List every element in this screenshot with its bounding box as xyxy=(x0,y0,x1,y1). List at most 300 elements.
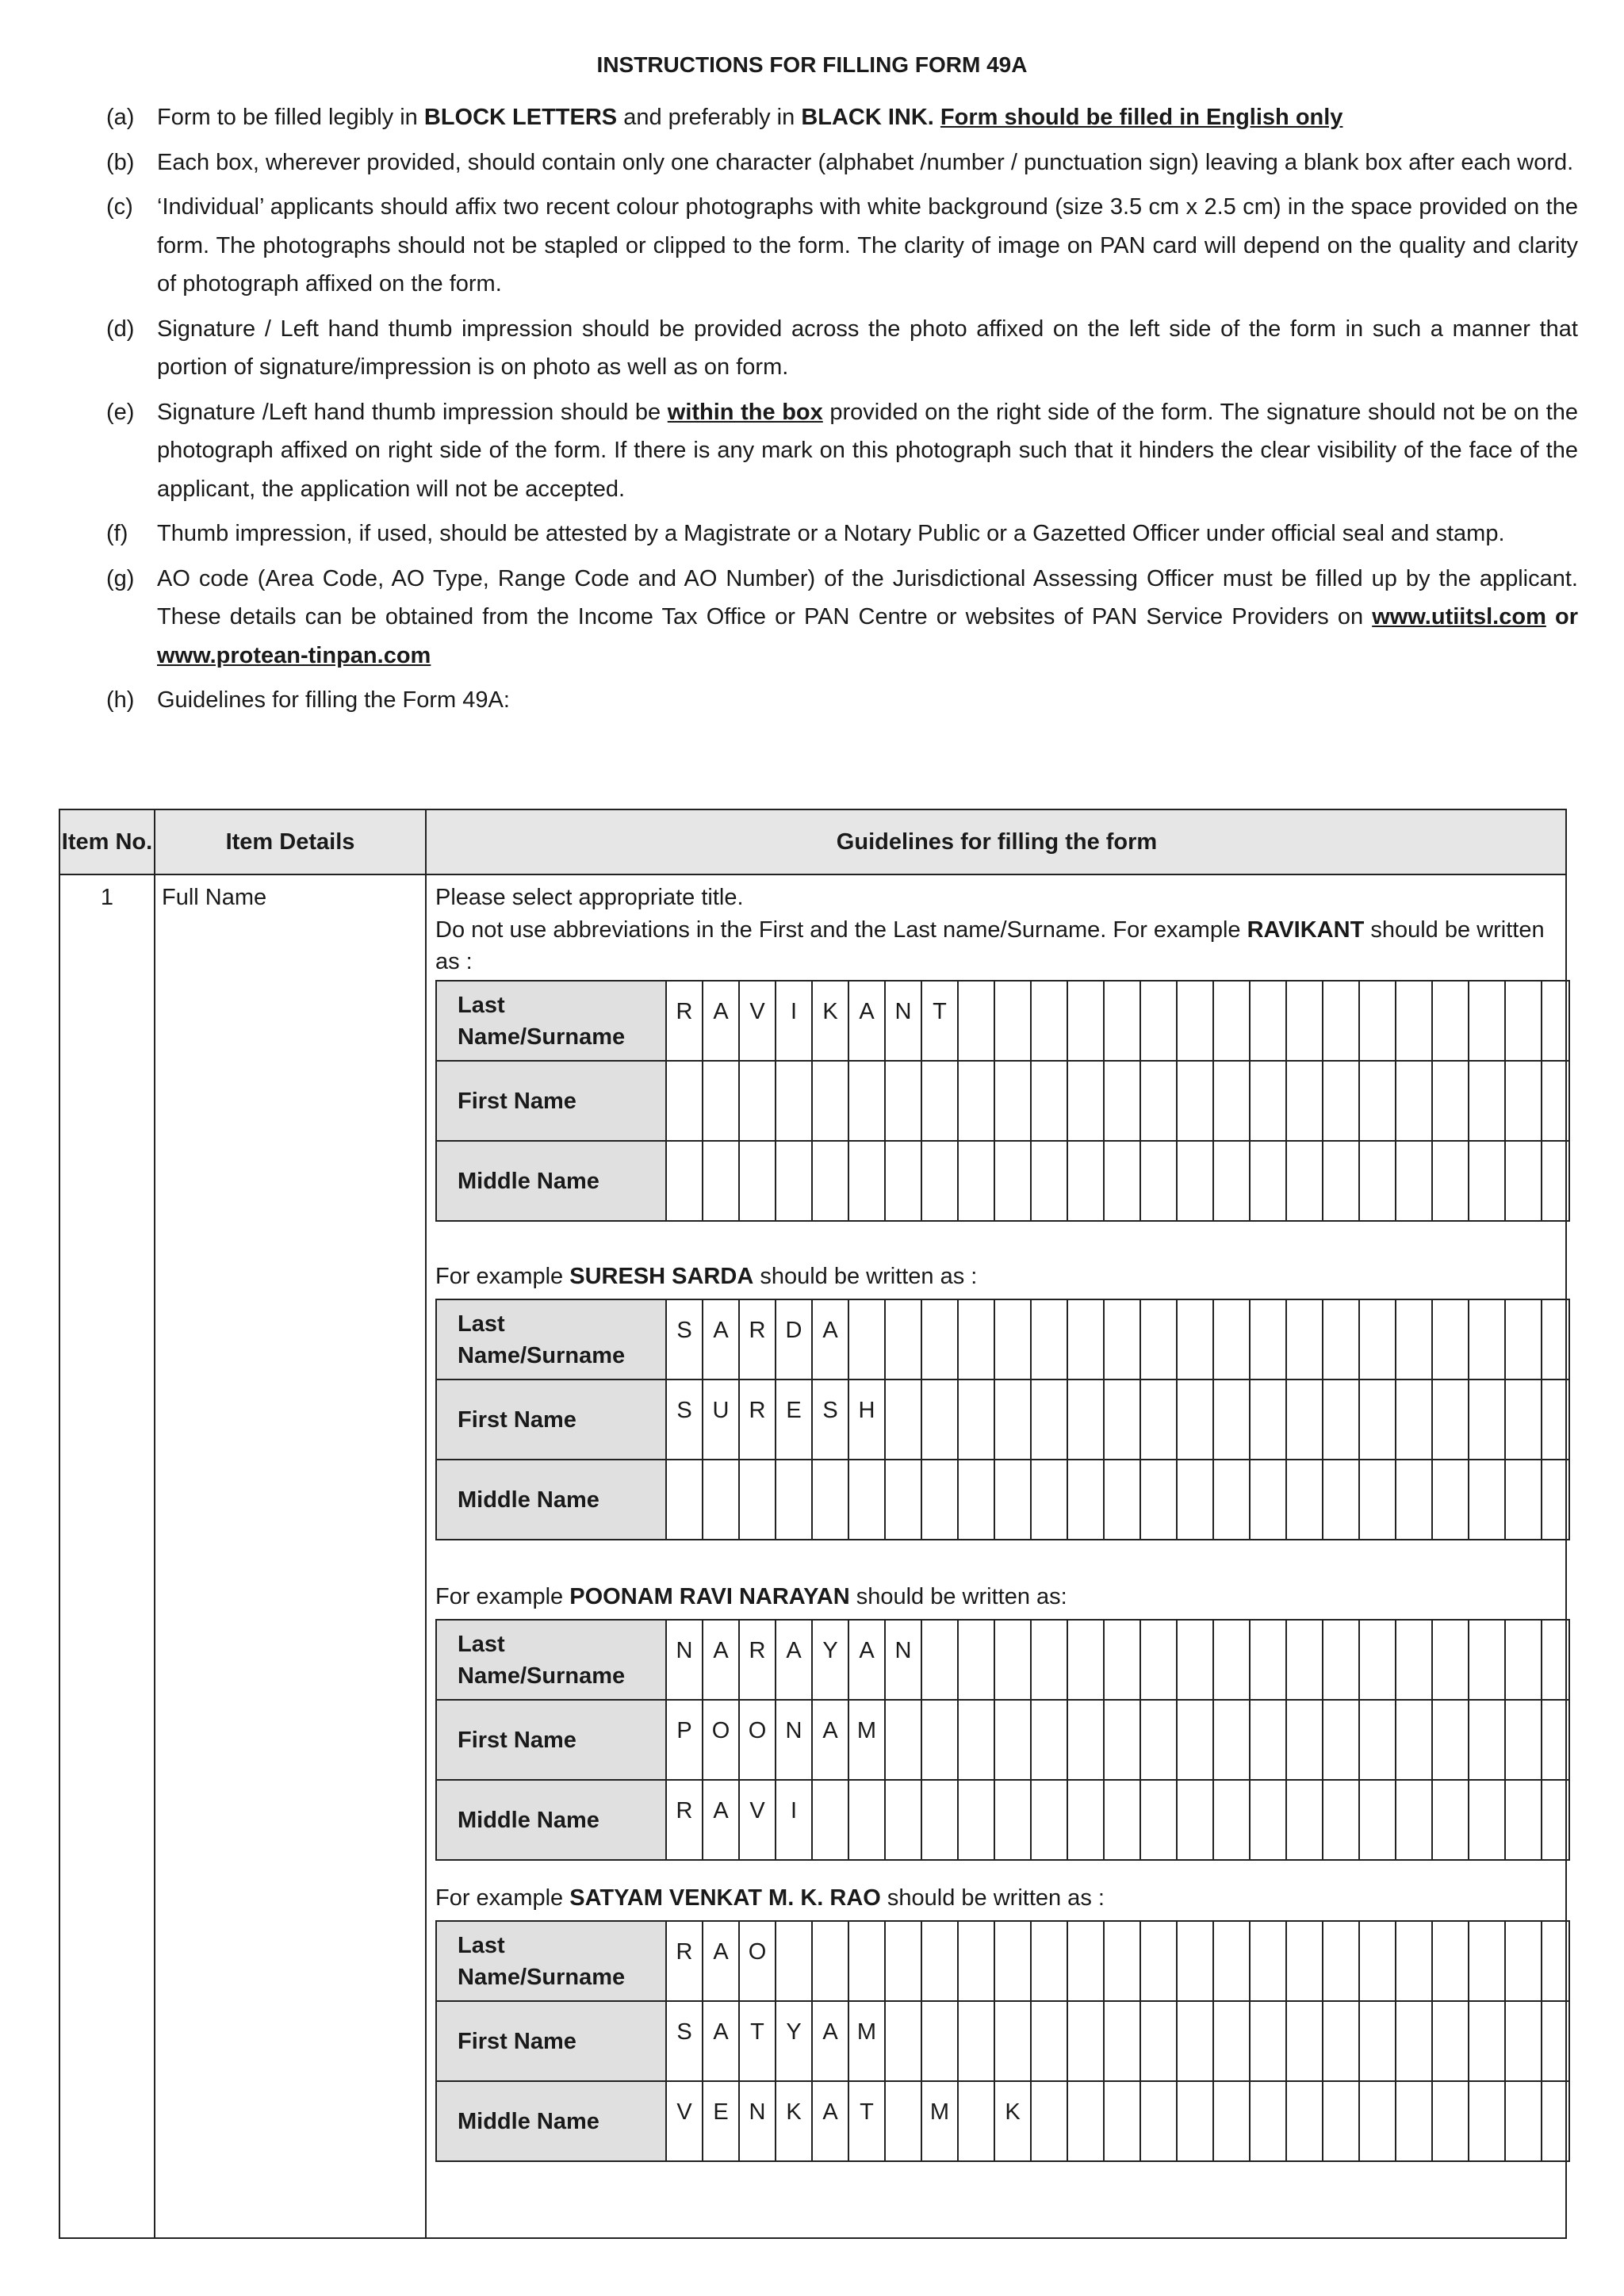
name-example-grid xyxy=(435,1920,1570,2162)
instruction-item xyxy=(106,98,1578,137)
character-box: N xyxy=(776,1701,813,1779)
character-box: O xyxy=(740,1922,776,2000)
name-row xyxy=(437,1460,1568,1539)
character-box xyxy=(1433,1460,1469,1539)
character-box: A xyxy=(813,1701,849,1779)
character-box xyxy=(959,982,995,1060)
character-box xyxy=(1506,1142,1542,1220)
character-box xyxy=(1251,1701,1287,1779)
instruction-label: (d) xyxy=(106,316,135,342)
name-row xyxy=(437,1621,1568,1701)
instruction-item xyxy=(106,560,1578,675)
character-box xyxy=(959,1142,995,1220)
character-box: T xyxy=(922,982,959,1060)
character-box: T xyxy=(849,2082,886,2160)
character-box xyxy=(1032,1460,1068,1539)
character-box xyxy=(922,1701,959,1779)
character-box xyxy=(1469,1701,1506,1779)
character-box xyxy=(1506,1300,1542,1379)
instruction-text: BLOCK LETTERS xyxy=(423,105,618,130)
character-box xyxy=(1323,1300,1360,1379)
name-row-label: Middle Name xyxy=(437,2082,667,2160)
character-box xyxy=(740,1062,776,1140)
character-box xyxy=(1506,982,1542,1060)
character-box xyxy=(1323,1781,1360,1859)
name-row-label: Last Name/Surname xyxy=(437,982,667,1060)
character-box: H xyxy=(849,1380,886,1459)
name-row-label: First Name xyxy=(437,1062,667,1140)
character-box: N xyxy=(886,1621,922,1699)
underlined-text: Form should be filled in English only xyxy=(940,105,1343,130)
character-box xyxy=(1287,1922,1323,2000)
character-box xyxy=(1433,1300,1469,1379)
character-box xyxy=(1105,1062,1141,1140)
instruction-label: (h) xyxy=(106,687,135,713)
character-box xyxy=(1105,1142,1141,1220)
character-box xyxy=(1396,1621,1433,1699)
name-row xyxy=(437,1142,1568,1220)
character-box xyxy=(1469,1922,1506,2000)
character-box xyxy=(849,1460,886,1539)
character-box xyxy=(1469,1621,1506,1699)
character-box xyxy=(1105,1460,1141,1539)
character-box xyxy=(1469,1062,1506,1140)
character-box xyxy=(886,1300,922,1379)
character-box xyxy=(1105,1781,1141,1859)
character-box xyxy=(1433,1380,1469,1459)
character-box xyxy=(1214,1062,1251,1140)
character-box xyxy=(1032,1142,1068,1220)
instruction-text: and preferably in xyxy=(617,105,802,130)
character-box xyxy=(776,1460,813,1539)
instruction-text: provided on the right side of the form. The signature should not be on the photograph affixed on right side of the form. If there is any mark on this photograph such that it hinders the clear visibility of the face of the applicant, the application will not be accepted. xyxy=(157,399,1579,502)
character-box xyxy=(1396,2082,1433,2160)
character-box xyxy=(1214,1781,1251,1859)
example-caption: For example SATYAM VENKAT M. K. RAO should be written as : xyxy=(435,1885,1105,1911)
character-box xyxy=(667,1062,703,1140)
character-box: A xyxy=(849,1621,886,1699)
instruction-label: (c) xyxy=(106,194,133,220)
character-box xyxy=(1433,2002,1469,2080)
character-box: I xyxy=(776,982,813,1060)
instruction-item xyxy=(106,393,1578,509)
name-row xyxy=(437,982,1568,1062)
character-box: N xyxy=(886,982,922,1060)
character-box xyxy=(1141,2002,1178,2080)
character-box: Y xyxy=(813,1621,849,1699)
character-box xyxy=(995,1300,1032,1379)
column-divider xyxy=(425,810,427,2237)
instruction-text: Guidelines for filling the Form 49A: xyxy=(157,687,510,713)
character-box xyxy=(1214,1922,1251,2000)
character-box: R xyxy=(740,1380,776,1459)
character-box xyxy=(922,1460,959,1539)
character-box xyxy=(1287,2002,1323,2080)
character-box xyxy=(1433,982,1469,1060)
character-box xyxy=(995,2002,1032,2080)
character-box xyxy=(1141,1621,1178,1699)
character-box xyxy=(1214,1460,1251,1539)
character-box xyxy=(886,1701,922,1779)
character-box xyxy=(995,1460,1032,1539)
instruction-label: (e) xyxy=(106,399,135,425)
name-row xyxy=(437,1701,1568,1781)
character-box xyxy=(922,1621,959,1699)
header-guidelines: Guidelines for filling the form xyxy=(836,829,1158,855)
character-box xyxy=(1105,1701,1141,1779)
character-box xyxy=(1251,1460,1287,1539)
character-box: A xyxy=(703,1621,740,1699)
character-box: S xyxy=(667,1380,703,1459)
character-box xyxy=(1141,2082,1178,2160)
character-box xyxy=(1360,982,1396,1060)
character-box xyxy=(959,1781,995,1859)
character-box xyxy=(1396,1701,1433,1779)
character-box: A xyxy=(813,2002,849,2080)
character-box xyxy=(1287,1142,1323,1220)
character-box xyxy=(959,2002,995,2080)
character-box xyxy=(1141,1922,1178,2000)
instruction-text: Form to be filled legibly in xyxy=(157,105,424,130)
character-box xyxy=(1141,982,1178,1060)
character-box: R xyxy=(667,982,703,1060)
character-box: V xyxy=(740,1781,776,1859)
character-box xyxy=(1068,1922,1105,2000)
character-box xyxy=(1141,1142,1178,1220)
character-box xyxy=(1032,1922,1068,2000)
character-box: V xyxy=(667,2082,703,2160)
character-box xyxy=(1141,1781,1178,1859)
character-box xyxy=(1068,1062,1105,1140)
character-box xyxy=(922,1300,959,1379)
character-box xyxy=(813,1460,849,1539)
character-box xyxy=(1433,1621,1469,1699)
character-box: A xyxy=(703,982,740,1060)
character-box xyxy=(1105,982,1141,1060)
name-row xyxy=(437,1922,1568,2002)
character-box xyxy=(1214,982,1251,1060)
character-box xyxy=(1214,2082,1251,2160)
character-box xyxy=(1360,1380,1396,1459)
character-box xyxy=(1032,1380,1068,1459)
instruction-text: Thumb impression, if used, should be attested by a Magistrate or a Notary Public or a Gazetted Officer under official seal and stamp. xyxy=(157,521,1505,546)
character-box xyxy=(1178,1300,1214,1379)
character-box xyxy=(886,1460,922,1539)
character-box xyxy=(813,1062,849,1140)
character-box xyxy=(1178,1142,1214,1220)
character-box xyxy=(959,1380,995,1459)
character-box: E xyxy=(776,1380,813,1459)
character-box xyxy=(886,1380,922,1459)
character-box xyxy=(959,1922,995,2000)
character-box xyxy=(1105,1922,1141,2000)
character-box xyxy=(1506,1460,1542,1539)
name-row xyxy=(437,2002,1568,2082)
item-details: Full Name xyxy=(162,885,267,910)
character-box xyxy=(995,1781,1032,1859)
character-box xyxy=(1506,1380,1542,1459)
character-box xyxy=(1251,1062,1287,1140)
instruction-text: Signature / Left hand thumb impression should be provided across the photo affixed on the left side of the form in such a manner that portion of signature/impression is on photo as well as on form. xyxy=(157,316,1578,380)
character-box xyxy=(1287,1701,1323,1779)
instruction-item xyxy=(106,515,1578,553)
character-box xyxy=(1433,1142,1469,1220)
character-box xyxy=(1323,1922,1360,2000)
character-box: E xyxy=(703,2082,740,2160)
character-box xyxy=(1469,1300,1506,1379)
character-box xyxy=(1032,2082,1068,2160)
character-box xyxy=(1251,1300,1287,1379)
character-box: A xyxy=(849,982,886,1060)
guideline-title-note: Please select appropriate title. xyxy=(435,885,744,910)
character-box xyxy=(1360,1062,1396,1140)
character-box xyxy=(1469,1380,1506,1459)
character-box xyxy=(1287,982,1323,1060)
character-box xyxy=(1433,2082,1469,2160)
character-box xyxy=(1251,1621,1287,1699)
character-box xyxy=(1032,1781,1068,1859)
character-box xyxy=(1360,1142,1396,1220)
item-number: 1 xyxy=(100,885,114,910)
name-row-label: First Name xyxy=(437,1701,667,1779)
name-row-label: First Name xyxy=(437,1380,667,1459)
character-box xyxy=(1542,1922,1579,2000)
character-box xyxy=(1251,1380,1287,1459)
name-row-label: Last Name/Surname xyxy=(437,1922,667,2000)
character-box: R xyxy=(667,1781,703,1859)
character-box xyxy=(667,1142,703,1220)
character-box: O xyxy=(703,1701,740,1779)
character-box: K xyxy=(995,2082,1032,2160)
character-box xyxy=(1032,1062,1068,1140)
character-box xyxy=(1323,982,1360,1060)
character-box xyxy=(1251,1781,1287,1859)
character-box xyxy=(959,1460,995,1539)
character-box xyxy=(1068,1621,1105,1699)
character-box xyxy=(1396,1062,1433,1140)
instruction-text: or xyxy=(1545,604,1578,629)
character-box xyxy=(995,1142,1032,1220)
character-box xyxy=(886,1142,922,1220)
character-box xyxy=(1469,2082,1506,2160)
character-box xyxy=(1360,1922,1396,2000)
character-box xyxy=(1178,982,1214,1060)
underlined-text: within the box xyxy=(667,399,823,425)
character-box xyxy=(1542,1142,1579,1220)
character-box: A xyxy=(813,2082,849,2160)
character-box xyxy=(1068,2082,1105,2160)
character-box xyxy=(1068,1380,1105,1459)
character-box xyxy=(1287,1781,1323,1859)
character-box xyxy=(1068,1781,1105,1859)
character-box: A xyxy=(703,1781,740,1859)
character-box xyxy=(849,1781,886,1859)
instructions-list xyxy=(106,98,1578,726)
character-box xyxy=(1032,1300,1068,1379)
name-row xyxy=(437,1781,1568,1859)
character-box: S xyxy=(667,1300,703,1379)
character-box xyxy=(1396,2002,1433,2080)
character-box xyxy=(1396,1142,1433,1220)
instruction-label: (g) xyxy=(106,565,135,591)
character-box xyxy=(1506,2002,1542,2080)
character-box xyxy=(1433,1062,1469,1140)
character-box: M xyxy=(849,2002,886,2080)
character-box: Y xyxy=(776,2002,813,2080)
name-row xyxy=(437,2082,1568,2160)
character-box xyxy=(1068,1701,1105,1779)
character-box xyxy=(1287,1062,1323,1140)
character-box xyxy=(1032,982,1068,1060)
character-box xyxy=(1396,1300,1433,1379)
character-box xyxy=(1433,1701,1469,1779)
character-box xyxy=(1251,1922,1287,2000)
character-box xyxy=(1251,1142,1287,1220)
character-box xyxy=(1469,1781,1506,1859)
character-box: V xyxy=(740,982,776,1060)
character-box: S xyxy=(813,1380,849,1459)
character-box: U xyxy=(703,1380,740,1459)
character-box xyxy=(1506,1781,1542,1859)
character-box xyxy=(995,1062,1032,1140)
character-box xyxy=(922,1380,959,1459)
character-box: P xyxy=(667,1701,703,1779)
character-box xyxy=(922,1922,959,2000)
character-box xyxy=(1469,1460,1506,1539)
character-box xyxy=(1105,1621,1141,1699)
character-box xyxy=(959,1300,995,1379)
name-row-label: Last Name/Surname xyxy=(437,1621,667,1699)
character-box xyxy=(1360,1781,1396,1859)
character-box xyxy=(1396,1460,1433,1539)
name-row-label: First Name xyxy=(437,2002,667,2080)
character-box xyxy=(1287,1460,1323,1539)
character-box xyxy=(922,1781,959,1859)
guidelines-table xyxy=(59,809,1567,2239)
character-box xyxy=(922,2002,959,2080)
guideline-abbreviation-note: Do not use abbreviations in the First and the Last name/Surname. For example RAVIKANT should be written as : xyxy=(435,917,1545,974)
character-box xyxy=(776,1062,813,1140)
name-row-label: Last Name/Surname xyxy=(437,1300,667,1379)
character-box xyxy=(740,1460,776,1539)
character-box xyxy=(1396,1922,1433,2000)
character-box xyxy=(1105,1380,1141,1459)
page-title: INSTRUCTIONS FOR FILLING FORM 49A xyxy=(596,52,1028,77)
character-box xyxy=(1396,1380,1433,1459)
character-box xyxy=(1433,1781,1469,1859)
character-box xyxy=(1469,982,1506,1060)
character-box xyxy=(1323,2002,1360,2080)
character-box xyxy=(1542,1781,1579,1859)
character-box xyxy=(1287,1621,1323,1699)
name-row xyxy=(437,1300,1568,1380)
character-box xyxy=(1542,1460,1579,1539)
character-box xyxy=(1178,1460,1214,1539)
instruction-text: ‘Individual’ applicants should affix two recent colour photographs with white background (size 3.5 cm x 2.5 cm) in the space provided on the form. The photographs should not be stapled or clipped to the form. The clarity of image on PAN card will depend on the quality and clarity of photograph affixed on the form. xyxy=(157,194,1578,297)
character-box xyxy=(740,1142,776,1220)
character-box xyxy=(1032,2002,1068,2080)
character-box: N xyxy=(740,2082,776,2160)
character-box xyxy=(1251,2082,1287,2160)
character-box xyxy=(1032,1701,1068,1779)
character-box xyxy=(1396,982,1433,1060)
character-box xyxy=(1287,1300,1323,1379)
character-box xyxy=(886,2002,922,2080)
character-box xyxy=(1360,1621,1396,1699)
character-box xyxy=(1506,1922,1542,2000)
character-box xyxy=(849,1142,886,1220)
character-box xyxy=(849,1300,886,1379)
character-box xyxy=(1323,1701,1360,1779)
character-box xyxy=(1360,2082,1396,2160)
example-caption: For example SURESH SARDA should be written as : xyxy=(435,1264,978,1289)
character-box: D xyxy=(776,1300,813,1379)
character-box xyxy=(1506,2082,1542,2160)
character-box xyxy=(1032,1621,1068,1699)
character-box xyxy=(1105,1300,1141,1379)
underlined-text: www.protean-tinpan.com xyxy=(157,642,431,668)
character-box xyxy=(1323,1380,1360,1459)
character-box xyxy=(1178,1380,1214,1459)
character-box xyxy=(922,1062,959,1140)
character-box xyxy=(1214,1142,1251,1220)
underlined-text: www.utiitsl.com xyxy=(1372,604,1546,629)
name-row-label: Middle Name xyxy=(437,1142,667,1220)
character-box xyxy=(776,1922,813,2000)
character-box xyxy=(703,1142,740,1220)
name-row-label: Middle Name xyxy=(437,1781,667,1859)
character-box xyxy=(922,1142,959,1220)
character-box xyxy=(849,1922,886,2000)
instruction-text: BLACK INK. xyxy=(801,105,940,130)
character-box xyxy=(1141,1300,1178,1379)
character-box xyxy=(776,1142,813,1220)
header-item-details: Item Details xyxy=(225,829,355,855)
character-box xyxy=(813,1142,849,1220)
character-box xyxy=(995,982,1032,1060)
character-box xyxy=(1542,1701,1579,1779)
character-box xyxy=(1323,1142,1360,1220)
character-box xyxy=(1141,1062,1178,1140)
character-box xyxy=(1178,1621,1214,1699)
character-box xyxy=(1287,2082,1323,2160)
character-box: A xyxy=(776,1621,813,1699)
character-box: R xyxy=(740,1621,776,1699)
character-box xyxy=(1542,2002,1579,2080)
character-box xyxy=(1433,1922,1469,2000)
character-box xyxy=(1068,1142,1105,1220)
instruction-item xyxy=(106,681,1578,720)
character-box xyxy=(1068,1300,1105,1379)
name-example-grid xyxy=(435,1619,1570,1861)
character-box xyxy=(959,2082,995,2160)
character-box xyxy=(1251,2002,1287,2080)
character-box xyxy=(1068,2002,1105,2080)
character-box xyxy=(1105,2002,1141,2080)
character-box xyxy=(1141,1460,1178,1539)
character-box: R xyxy=(740,1300,776,1379)
character-box xyxy=(1178,1922,1214,2000)
character-box xyxy=(1214,1701,1251,1779)
header-item-no: Item No. xyxy=(61,829,153,855)
instruction-text: AO code (Area Code, AO Type, Range Code and AO Number) of the Jurisdictional Assessing Officer must be filled up by the applicant. These details can be obtained from the Income Tax Office or PAN Centre or websites of PAN Service Providers on xyxy=(157,565,1578,629)
character-box xyxy=(1542,1621,1579,1699)
character-box xyxy=(1068,982,1105,1060)
character-box xyxy=(1360,1300,1396,1379)
character-box xyxy=(1287,1380,1323,1459)
character-box xyxy=(1323,1621,1360,1699)
character-box: M xyxy=(849,1701,886,1779)
